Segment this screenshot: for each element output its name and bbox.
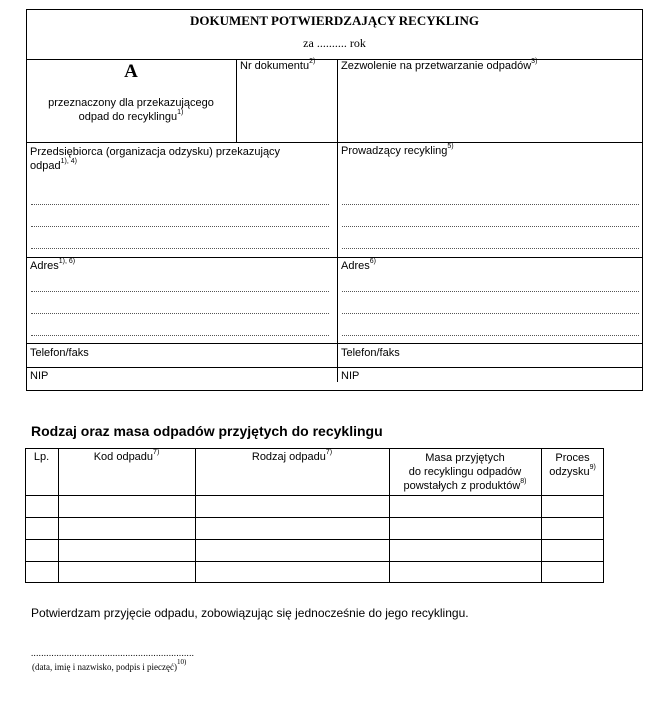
phone-right-label: Telefon/faks <box>341 347 400 359</box>
divider-section-a-1 <box>236 59 237 142</box>
col-header-lp <box>25 451 58 463</box>
signature-caption <box>32 658 187 672</box>
col-header-mass <box>389 451 541 493</box>
footnote-ref: 5) <box>447 143 454 150</box>
sender-label-line2: odpad <box>30 160 61 172</box>
recycler-label-text: Prowadzący recykling <box>341 145 448 157</box>
col-header-process <box>541 451 604 479</box>
address-left-fill-line-1[interactable] <box>31 291 329 292</box>
address-right-text: Adres <box>341 260 370 272</box>
recycler-fill-line-2[interactable] <box>342 226 639 227</box>
sender-fill-line-2[interactable] <box>31 226 329 227</box>
sender-fill-line-1[interactable] <box>31 204 329 205</box>
address-right-fill-line-1[interactable] <box>342 291 639 292</box>
divider-under-address <box>26 343 643 344</box>
document-title-text: DOKUMENT POTWIERDZAJĄCY RECYKLING <box>190 13 479 28</box>
recycler-label <box>341 145 454 157</box>
table-row[interactable] <box>26 562 603 583</box>
waste-section-heading <box>31 423 383 439</box>
footnote-ref: 6) <box>369 258 376 265</box>
divider-under-title <box>26 59 643 60</box>
nip-left-field[interactable] <box>30 370 48 382</box>
footnote-ref: 10) <box>176 658 187 666</box>
nip-right-field[interactable] <box>341 370 359 382</box>
table-row[interactable] <box>26 540 603 561</box>
footnote-ref: 7) <box>153 449 160 456</box>
address-left-fill-line-3[interactable] <box>31 335 329 336</box>
sender-fill-line-3[interactable] <box>31 248 329 249</box>
divider-under-parties <box>26 257 643 258</box>
footnote-ref: 3) <box>531 58 538 65</box>
phone-left-field[interactable] <box>30 347 89 359</box>
footnote-ref: 8) <box>520 478 527 485</box>
footnote-ref: 1), 4) <box>60 158 77 165</box>
signature-dots: ................................................................ <box>31 648 195 658</box>
signature-caption-text: (data, imię i nazwisko, podpis i pieczęć) <box>32 662 177 672</box>
col-header-mass-line3: powstałych z produktów <box>403 480 521 492</box>
address-left-text: Adres <box>30 260 59 272</box>
col-header-code-text: Kod odpadu <box>93 451 154 463</box>
address-right-fill-line-3[interactable] <box>342 335 639 336</box>
footnote-ref: 7) <box>325 449 333 456</box>
section-a-description <box>26 96 236 124</box>
phone-right-field[interactable] <box>341 347 400 359</box>
nip-right-label: NIP <box>341 370 360 382</box>
document-title <box>26 13 643 29</box>
section-a-desc-line1: przeznaczony dla przekazującego <box>48 97 214 109</box>
phone-left-label: Telefon/faks <box>30 347 89 359</box>
permit-field[interactable] <box>341 60 537 72</box>
permit-label: Zezwolenie na przetwarzanie odpadów <box>341 60 532 72</box>
signature-line[interactable] <box>31 648 194 658</box>
recycler-fill-line-3[interactable] <box>342 248 639 249</box>
divider-middle <box>337 59 338 382</box>
nip-left-label: NIP <box>30 370 49 382</box>
col-header-type-text: Rodzaj odpadu <box>251 451 326 463</box>
address-left-fill-line-2[interactable] <box>31 313 329 314</box>
confirmation-statement <box>31 606 469 620</box>
col-header-code <box>58 451 195 463</box>
col-header-mass-line3-wrap <box>389 479 541 493</box>
address-left-label <box>30 260 75 272</box>
address-right-fill-line-2[interactable] <box>342 313 639 314</box>
waste-section-heading-text: Rodzaj oraz masa odpadów przyjętych do recyklingu <box>31 423 383 439</box>
section-a-desc-line2-wrap <box>26 110 236 124</box>
col-header-mass-line1: Masa przyjętych <box>425 452 505 464</box>
col-header-process-line1: Proces <box>555 452 590 464</box>
footnote-ref: 1) <box>177 109 184 116</box>
table-row[interactable] <box>26 496 603 517</box>
col-header-mass-line2: do recyklingu odpadów <box>408 466 522 478</box>
section-letter-text: A <box>124 61 138 82</box>
period-text: za .......... rok <box>303 36 366 50</box>
section-letter <box>26 61 236 83</box>
doc-number-label: Nr dokumentu <box>240 60 310 72</box>
sender-label-line2-wrap <box>30 159 335 173</box>
footnote-ref: 2) <box>309 58 316 65</box>
sender-label-line1: Przedsiębiorca (organizacja odzysku) przekazujący <box>30 146 281 158</box>
col-header-type <box>195 451 389 463</box>
address-right-label <box>341 260 376 272</box>
table-row[interactable] <box>26 518 603 539</box>
section-a-desc-line2: odpad do recyklingu <box>78 111 178 123</box>
recycler-fill-line-1[interactable] <box>342 204 639 205</box>
divider-under-phone <box>26 367 643 368</box>
doc-number-field[interactable] <box>240 60 315 72</box>
col-header-process-line2: odzysku <box>549 466 590 478</box>
divider-under-section-a <box>26 142 643 143</box>
period-line <box>26 36 643 51</box>
sender-label <box>30 145 335 173</box>
footnote-ref: 1), 6) <box>58 258 76 265</box>
footnote-ref: 9) <box>589 464 596 471</box>
col-header-lp-text: Lp. <box>33 451 50 463</box>
confirmation-text: Potwierdzam przyjęcie odpadu, zobowiązując się jednocześnie do jego recyklingu. <box>31 606 469 620</box>
col-header-process-line2-wrap <box>541 465 604 479</box>
